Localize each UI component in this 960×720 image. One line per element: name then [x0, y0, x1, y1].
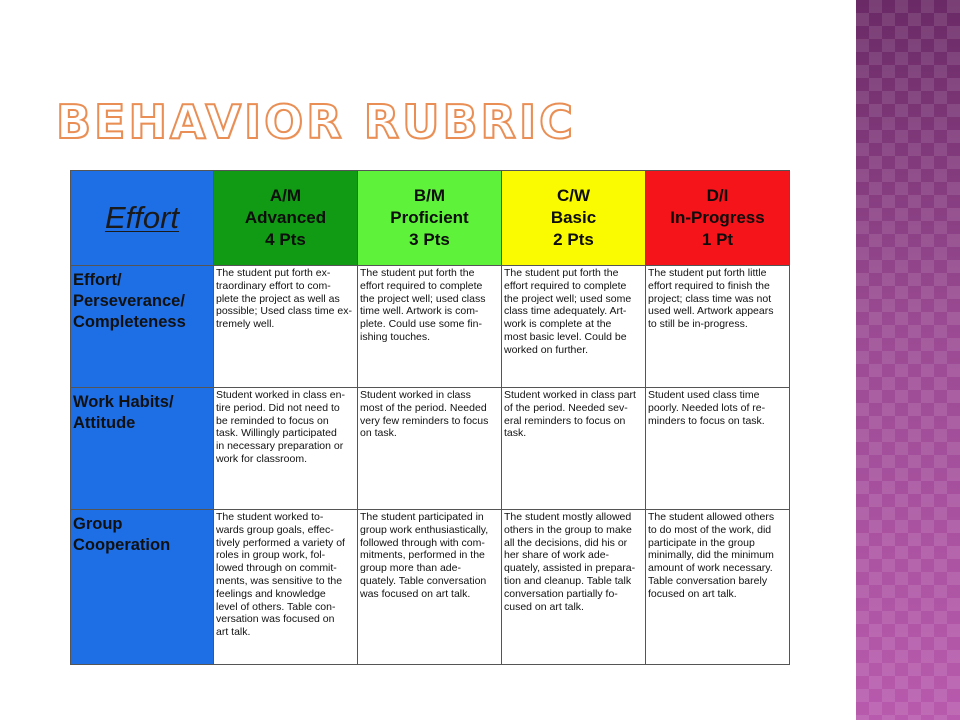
descriptor-cell-advanced: [214, 266, 358, 388]
descriptor-line: worked on further.: [504, 343, 589, 356]
descriptor-line: plete the project as well as: [216, 292, 340, 305]
descriptor-line: effort required to complete: [360, 279, 483, 292]
descriptor-line: versation was focused on: [216, 613, 335, 626]
rubric-corner-cell: [71, 171, 214, 266]
slide-title: BEHAVIOR RUBRIC: [56, 95, 576, 149]
level-grade: D/I: [706, 186, 729, 205]
descriptor-line: ments, was sensitive to the: [216, 574, 343, 587]
descriptor-line: lowed through on commit-: [216, 562, 337, 575]
level-grade: B/M: [413, 186, 446, 205]
descriptor-line: The student allowed others: [648, 511, 775, 523]
criterion-line: Cooperation: [73, 536, 171, 554]
descriptor-line: tremely well.: [216, 318, 275, 331]
descriptor-line: wards group goals, effec-: [216, 523, 334, 536]
descriptor-line: amount of work necessary.: [648, 562, 773, 575]
rubric-row-work-habits: [71, 388, 790, 510]
descriptor-line: roles in group work, fol-: [216, 549, 326, 562]
descriptor-line: conversation partially fo-: [504, 587, 618, 600]
descriptor-line: was focused on art talk.: [360, 587, 471, 600]
descriptor-cell-basic: [502, 266, 646, 388]
rubric-header-row: [71, 171, 790, 266]
descriptor-line: tively performed a variety of: [216, 536, 345, 549]
descriptor-line: The student put forth the: [360, 267, 475, 279]
decorative-side-band: [856, 0, 960, 720]
criterion-line: Attitude: [73, 414, 136, 432]
descriptor-line: very few reminders to focus: [360, 414, 489, 427]
level-header-proficient: [358, 171, 502, 266]
descriptor-line: in necessary preparation or: [216, 440, 344, 453]
descriptor-line: most of the period. Needed: [360, 401, 487, 414]
descriptor-line: The student mostly allowed: [504, 511, 632, 523]
descriptor-cell-in-progress: [646, 510, 790, 665]
descriptor-line: her share of work ade-: [504, 549, 610, 562]
descriptor-line: others in the group to make: [504, 523, 632, 536]
descriptor-line: feelings and knowledge: [216, 587, 326, 600]
descriptor-cell-basic: [502, 510, 646, 665]
descriptor-line: The student participated in: [360, 511, 484, 523]
descriptor-line: level of others. Table con-: [216, 600, 336, 613]
descriptor-line: ishing touches.: [360, 330, 431, 343]
descriptor-line: traordinary effort to com-: [216, 279, 331, 292]
descriptor-line: to still be in-progress.: [648, 318, 748, 331]
descriptor-line: of the period. Needed sev-: [504, 401, 628, 414]
descriptor-line: poorly. Needed lots of re-: [648, 401, 766, 414]
level-name: Advanced: [244, 208, 327, 227]
descriptor-line: to do most of the work, did: [648, 523, 772, 536]
descriptor-line: the project well; used some: [504, 292, 632, 305]
descriptor-cell-advanced: [214, 388, 358, 510]
level-header-in-progress: [646, 171, 790, 266]
descriptor-line: The student put forth the: [504, 267, 619, 279]
descriptor-line: minimally, did the minimum: [648, 549, 774, 562]
descriptor-line: on task.: [360, 427, 397, 440]
descriptor-cell-basic: [502, 388, 646, 510]
descriptor-line: participate in the group: [648, 536, 755, 549]
descriptor-line: Student worked in class part: [504, 389, 636, 401]
criterion-line: Work Habits/: [73, 393, 174, 411]
criterion-line: Group: [73, 515, 123, 533]
behavior-rubric-table: [70, 170, 790, 665]
level-points: 2 Pts: [553, 230, 594, 249]
descriptor-line: quately, assisted in prepara-: [504, 562, 636, 575]
descriptor-line: project; class time was not: [648, 292, 772, 305]
descriptor-line: art talk.: [216, 626, 251, 639]
descriptor-line: focused on art talk.: [648, 587, 737, 600]
level-name: Basic: [550, 208, 597, 227]
descriptor-line: mitments, performed in the: [360, 549, 485, 562]
level-name: Proficient: [390, 208, 469, 227]
level-points: 4 Pts: [265, 230, 306, 249]
level-grade: C/W: [556, 186, 591, 205]
descriptor-cell-proficient: [358, 510, 502, 665]
descriptor-cell-in-progress: [646, 266, 790, 388]
descriptor-line: quately. Table conversation: [360, 574, 487, 587]
descriptor-line: The student put forth little: [648, 267, 767, 279]
descriptor-line: effort required to complete: [504, 279, 627, 292]
descriptor-line: class time adequately. Art-: [504, 305, 627, 318]
descriptor-line: time well. Artwork is com-: [360, 305, 479, 318]
criterion-cell: [71, 388, 214, 510]
criterion-cell: [71, 510, 214, 665]
descriptor-line: task.: [504, 427, 527, 440]
level-points: 1 Pt: [701, 230, 734, 249]
level-points: 3 Pts: [409, 230, 450, 249]
descriptor-line: tion and cleanup. Table talk: [504, 574, 632, 587]
descriptor-line: plete. Could use some fin-: [360, 318, 482, 331]
descriptor-cell-proficient: [358, 266, 502, 388]
descriptor-line: used well. Artwork appears: [648, 305, 774, 318]
rubric-row-effort: [71, 266, 790, 388]
descriptor-line: eral reminders to focus on: [504, 414, 626, 427]
rubric-row-group-cooperation: [71, 510, 790, 665]
descriptor-line: Table conversation barely: [648, 574, 768, 587]
criterion-line: Effort/: [73, 271, 122, 289]
descriptor-line: tire period. Did not need to: [216, 401, 340, 414]
descriptor-line: The student put forth ex-: [216, 267, 331, 279]
level-name: In-Progress: [670, 208, 765, 227]
descriptor-cell-advanced: [214, 510, 358, 665]
descriptor-line: effort required to finish the: [648, 279, 770, 292]
criterion-line: Completeness: [73, 313, 186, 331]
descriptor-line: minders to focus on task.: [648, 414, 765, 427]
descriptor-line: possible; Used class time ex-: [216, 305, 352, 318]
level-header-basic: [502, 171, 646, 266]
level-header-advanced: [214, 171, 358, 266]
descriptor-cell-proficient: [358, 388, 502, 510]
descriptor-line: Student worked in class: [360, 389, 471, 401]
descriptor-line: most basic level. Could be: [504, 330, 627, 343]
descriptor-cell-in-progress: [646, 388, 790, 510]
criterion-line: Perseverance/: [73, 292, 185, 310]
descriptor-line: Student worked in class en-: [216, 389, 345, 401]
descriptor-line: the project well; used class: [360, 292, 486, 305]
descriptor-line: Student used class time: [648, 389, 760, 401]
rubric-category-label: Effort: [104, 200, 180, 235]
descriptor-line: followed through with com-: [360, 536, 485, 549]
descriptor-line: work for classroom.: [216, 452, 308, 465]
descriptor-line: group work enthusiastically,: [360, 523, 489, 536]
descriptor-line: group more than ade-: [360, 562, 461, 575]
descriptor-line: work is complete at the: [504, 318, 612, 331]
descriptor-line: task. Willingly participated: [216, 427, 337, 440]
level-grade: A/M: [269, 186, 302, 205]
criterion-cell: [71, 266, 214, 388]
descriptor-line: The student worked to-: [216, 511, 324, 523]
descriptor-line: cused on art talk.: [504, 600, 584, 613]
descriptor-line: all the decisions, did his or: [504, 536, 628, 549]
descriptor-line: be reminded to focus on: [216, 414, 329, 427]
